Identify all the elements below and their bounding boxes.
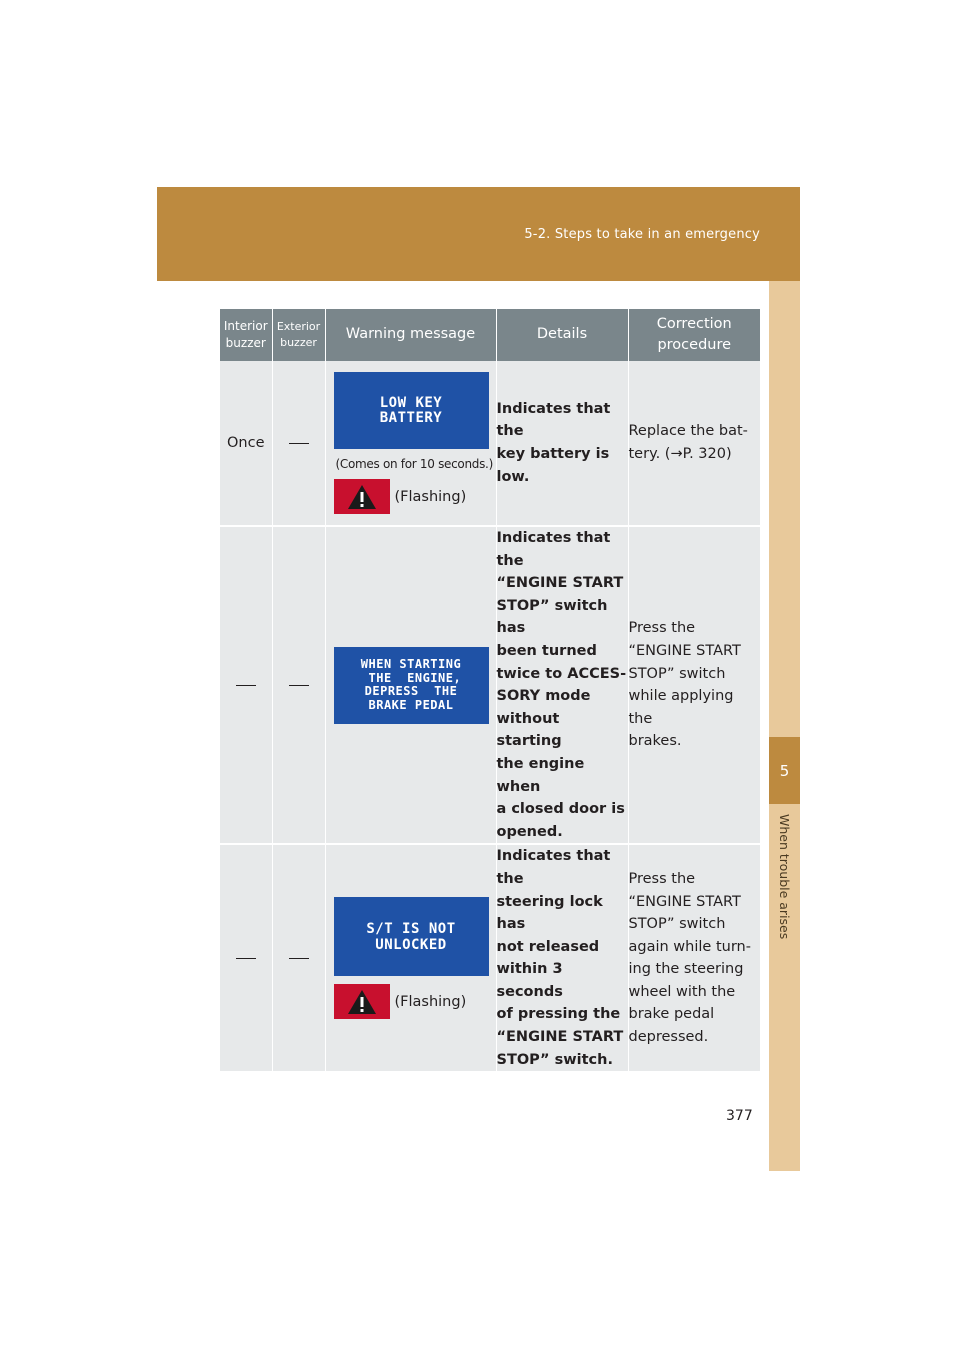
dash (236, 958, 256, 959)
page-number: 377 (726, 1108, 753, 1124)
side-tab-strip (769, 281, 800, 1171)
warning-message-table (220, 309, 760, 1073)
chapter-title-text: When trouble arises (777, 814, 792, 940)
chapter-title (769, 812, 800, 942)
dash (289, 958, 309, 959)
interior-buzzer-cell: Once (220, 361, 272, 526)
table-row (220, 526, 760, 844)
interior-buzzer-cell (220, 526, 272, 844)
flashing-indicator (334, 479, 496, 514)
table-header-row (220, 309, 760, 361)
display-note: (Comes on for 10 seconds.) (335, 457, 493, 471)
correction-cell: Press the “ENGINE START STOP” switch again while turn- ing the steering wheel with the brake pedal depressed. (628, 844, 760, 1072)
chapter-number: 5 (769, 737, 800, 804)
warning-triangle-icon (334, 984, 390, 1019)
details-cell: Indicates that the key battery is low. (496, 361, 628, 526)
flashing-label: (Flashing) (394, 488, 467, 505)
exterior-buzzer-cell (272, 361, 325, 526)
exterior-buzzer-cell (272, 526, 325, 844)
dash (289, 443, 309, 444)
details-cell: Indicates that the “ENGINE START STOP” switch has been turned twice to ACCES- SORY mode without starting the engine when a closed door is opened. (496, 526, 628, 844)
dash (236, 685, 256, 686)
exterior-buzzer-cell (272, 844, 325, 1072)
warning-triangle-icon (334, 479, 390, 514)
warning-message-cell (325, 844, 496, 1072)
table-row (220, 361, 760, 526)
col-correction: Correction procedure (628, 309, 760, 361)
warning-message-cell (325, 526, 496, 844)
dash (289, 685, 309, 686)
col-details: Details (496, 309, 628, 361)
table-row (220, 844, 760, 1072)
header-band (157, 187, 800, 281)
correction-cell: Replace the bat- tery. (→P. 320) (628, 361, 760, 526)
col-interior-buzzer: Interior buzzer (220, 309, 272, 361)
details-cell: Indicates that the steering lock has not released within 3 seconds of pressing the “ENGINE START STOP” switch. (496, 844, 628, 1072)
flashing-label: (Flashing) (394, 993, 467, 1010)
section-title: 5-2. Steps to take in an emergency (524, 227, 760, 242)
correction-cell: Press the “ENGINE START STOP” switch while applying the brakes. (628, 526, 760, 844)
lcd-message: S/T IS NOT UNLOCKED (334, 897, 489, 976)
interior-buzzer-cell (220, 844, 272, 1072)
col-warning-message: Warning message (325, 309, 496, 361)
warning-message-cell (325, 361, 496, 526)
col-exterior-buzzer: Exterior buzzer (272, 309, 325, 361)
flashing-indicator (334, 984, 496, 1019)
lcd-message: LOW KEY BATTERY (334, 372, 489, 449)
lcd-message: WHEN STARTING THE ENGINE, DEPRESS THE BRAKE PEDAL (334, 647, 489, 724)
